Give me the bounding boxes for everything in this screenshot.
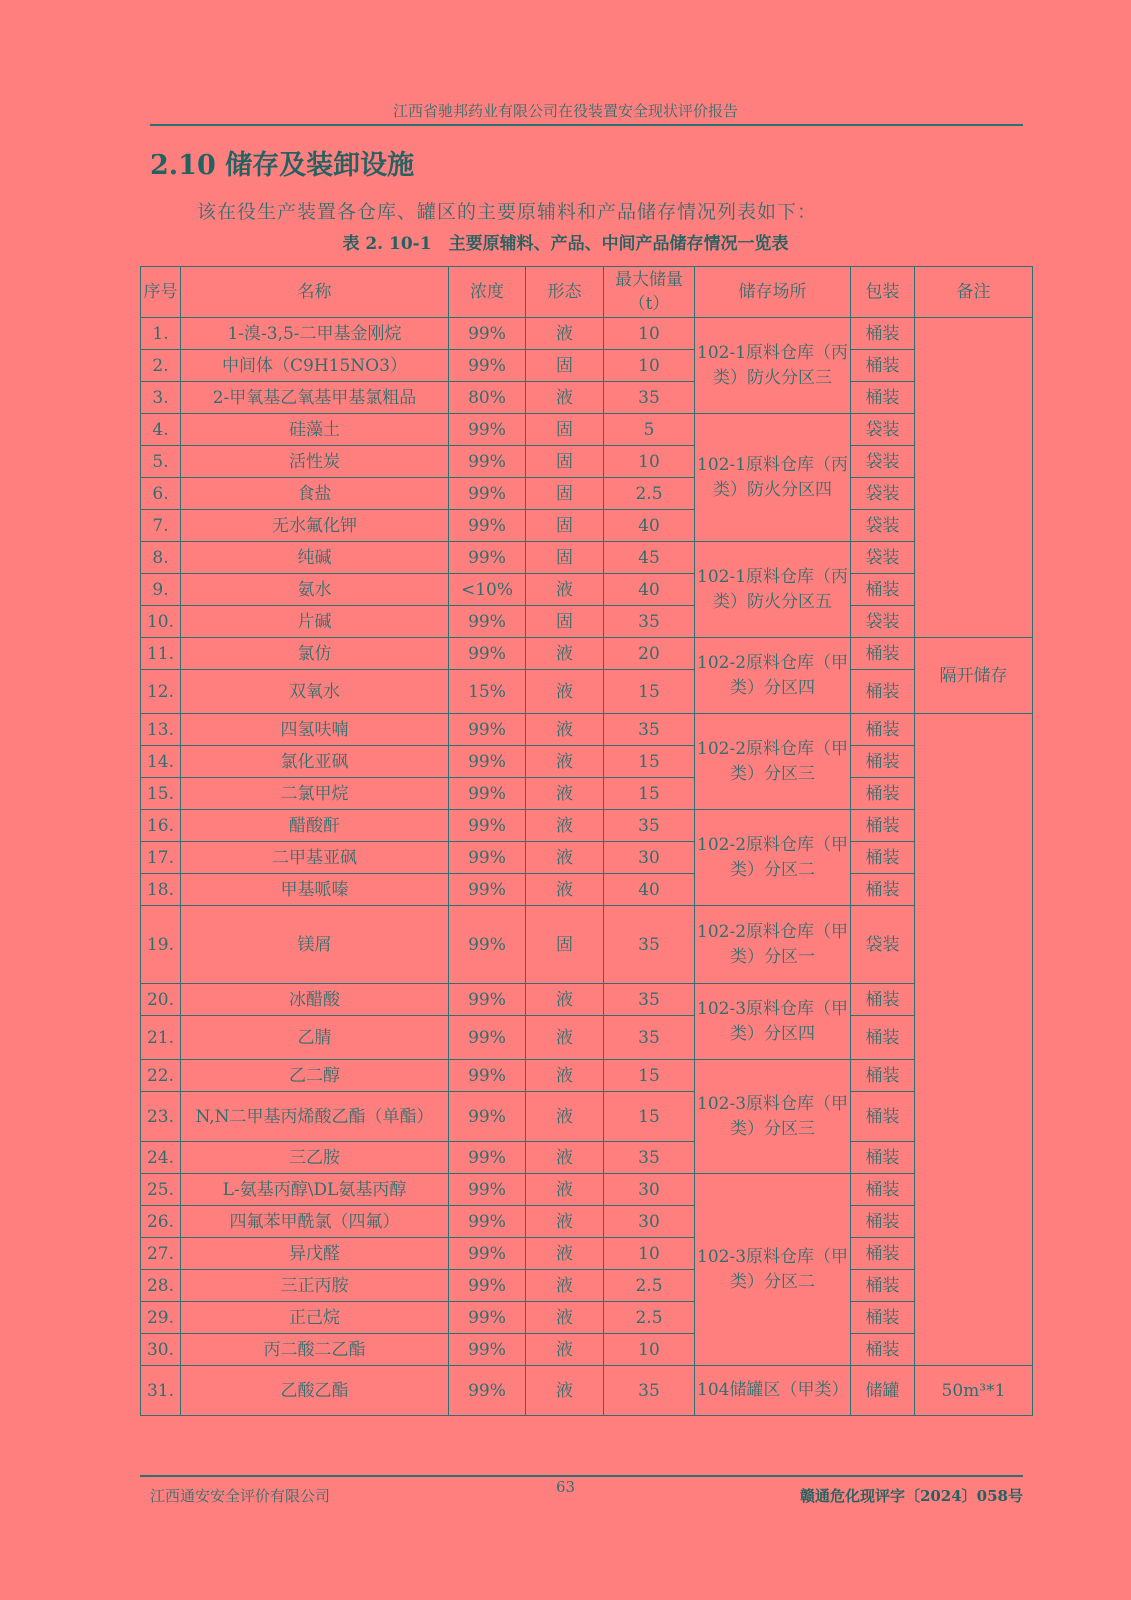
row-max-storage: 35 bbox=[604, 382, 695, 414]
row-max-storage: 35 bbox=[604, 810, 695, 842]
table-row bbox=[141, 906, 1033, 984]
row-form: 液 bbox=[526, 746, 604, 778]
row-form: 液 bbox=[526, 984, 604, 1016]
row-storage-place: 102-1原料仓库（丙类）防火分区四 bbox=[695, 414, 851, 542]
row-name: 片碱 bbox=[181, 606, 449, 638]
row-max-storage: 35 bbox=[604, 906, 695, 984]
row-name: 正己烷 bbox=[181, 1302, 449, 1334]
row-form: 液 bbox=[526, 1174, 604, 1206]
row-concentration: 80% bbox=[449, 382, 526, 414]
row-concentration: 99% bbox=[449, 906, 526, 984]
row-concentration: 99% bbox=[449, 542, 526, 574]
row-form: 液 bbox=[526, 1016, 604, 1060]
row-name: 1-溴-3,5-二甲基金刚烷 bbox=[181, 318, 449, 350]
row-seq: 1. bbox=[141, 318, 181, 350]
row-concentration: 99% bbox=[449, 446, 526, 478]
row-form: 液 bbox=[526, 1142, 604, 1174]
table-header-row bbox=[141, 267, 1033, 318]
row-name: 二氯甲烷 bbox=[181, 778, 449, 810]
row-form: 液 bbox=[526, 318, 604, 350]
row-form: 固 bbox=[526, 414, 604, 446]
row-packaging: 桶装 bbox=[851, 1206, 915, 1238]
row-max-storage: 35 bbox=[604, 1366, 695, 1416]
row-seq: 4. bbox=[141, 414, 181, 446]
row-note: 50m³*1 bbox=[915, 1366, 1033, 1416]
row-seq: 31. bbox=[141, 1366, 181, 1416]
table-row bbox=[141, 746, 1033, 778]
row-storage-place: 102-3原料仓库（甲类）分区四 bbox=[695, 984, 851, 1060]
row-form: 固 bbox=[526, 510, 604, 542]
row-concentration: 99% bbox=[449, 1334, 526, 1366]
row-concentration: 99% bbox=[449, 1270, 526, 1302]
row-storage-place: 102-1原料仓库（丙类）防火分区三 bbox=[695, 318, 851, 414]
row-form: 固 bbox=[526, 446, 604, 478]
row-form: 液 bbox=[526, 1206, 604, 1238]
table-row bbox=[141, 1142, 1033, 1174]
row-name: 三乙胺 bbox=[181, 1142, 449, 1174]
row-concentration: 99% bbox=[449, 1366, 526, 1416]
row-packaging: 桶装 bbox=[851, 874, 915, 906]
row-seq: 18. bbox=[141, 874, 181, 906]
row-seq: 24. bbox=[141, 1142, 181, 1174]
row-form: 固 bbox=[526, 350, 604, 382]
row-max-storage: 35 bbox=[604, 984, 695, 1016]
row-name: 活性炭 bbox=[181, 446, 449, 478]
row-packaging: 桶装 bbox=[851, 746, 915, 778]
row-name: 氨水 bbox=[181, 574, 449, 606]
row-storage-place: 102-2原料仓库（甲类）分区四 bbox=[695, 638, 851, 714]
row-max-storage: 10 bbox=[604, 1238, 695, 1270]
row-max-storage: 10 bbox=[604, 1334, 695, 1366]
row-form: 液 bbox=[526, 670, 604, 714]
row-max-storage: 15 bbox=[604, 1092, 695, 1142]
row-name: 丙二酸二乙酯 bbox=[181, 1334, 449, 1366]
table-row bbox=[141, 1270, 1033, 1302]
table-row bbox=[141, 1092, 1033, 1142]
storage-table bbox=[140, 266, 1033, 1416]
row-max-storage: 45 bbox=[604, 542, 695, 574]
row-max-storage: 10 bbox=[604, 446, 695, 478]
row-concentration: 99% bbox=[449, 510, 526, 542]
row-name: 2-甲氧基乙氧基甲基氯粗品 bbox=[181, 382, 449, 414]
table-row bbox=[141, 1302, 1033, 1334]
row-max-storage: 2.5 bbox=[604, 1270, 695, 1302]
row-form: 液 bbox=[526, 382, 604, 414]
table-row bbox=[141, 350, 1033, 382]
row-max-storage: 2.5 bbox=[604, 478, 695, 510]
row-form: 液 bbox=[526, 574, 604, 606]
row-storage-place: 102-2原料仓库（甲类）分区二 bbox=[695, 810, 851, 906]
intro-paragraph: 该在役生产装置各仓库、罐区的主要原辅料和产品储存情况列表如下： bbox=[197, 201, 818, 223]
row-concentration: 15% bbox=[449, 670, 526, 714]
row-name: L-氨基丙醇\DL氨基丙醇 bbox=[181, 1174, 449, 1206]
table-row bbox=[141, 842, 1033, 874]
row-name: 中间体（C9H15NO3） bbox=[181, 350, 449, 382]
table-row bbox=[141, 984, 1033, 1016]
row-max-storage: 35 bbox=[604, 606, 695, 638]
row-form: 液 bbox=[526, 1092, 604, 1142]
row-concentration: 99% bbox=[449, 1016, 526, 1060]
row-seq: 26. bbox=[141, 1206, 181, 1238]
row-form: 液 bbox=[526, 638, 604, 670]
table-row bbox=[141, 478, 1033, 510]
row-packaging: 桶装 bbox=[851, 1016, 915, 1060]
table-row bbox=[141, 414, 1033, 446]
row-packaging: 桶装 bbox=[851, 670, 915, 714]
row-name: 氯化亚砜 bbox=[181, 746, 449, 778]
row-name: 四氢呋喃 bbox=[181, 714, 449, 746]
row-name: 双氧水 bbox=[181, 670, 449, 714]
table-row bbox=[141, 542, 1033, 574]
row-name: 无水氟化钾 bbox=[181, 510, 449, 542]
row-form: 液 bbox=[526, 778, 604, 810]
row-packaging: 袋装 bbox=[851, 478, 915, 510]
row-concentration: 99% bbox=[449, 1060, 526, 1092]
row-packaging: 桶装 bbox=[851, 714, 915, 746]
row-name: 二甲基亚砜 bbox=[181, 842, 449, 874]
row-seq: 19. bbox=[141, 906, 181, 984]
row-packaging: 桶装 bbox=[851, 1270, 915, 1302]
row-seq: 8. bbox=[141, 542, 181, 574]
report-header-title: 江西省驰邦药业有限公司在役装置安全现状评价报告 bbox=[392, 102, 738, 120]
row-form: 固 bbox=[526, 542, 604, 574]
row-seq: 27. bbox=[141, 1238, 181, 1270]
table-row bbox=[141, 810, 1033, 842]
row-max-storage: 10 bbox=[604, 318, 695, 350]
row-packaging: 桶装 bbox=[851, 778, 915, 810]
row-packaging: 桶装 bbox=[851, 1092, 915, 1142]
row-max-storage: 15 bbox=[604, 670, 695, 714]
table-row bbox=[141, 874, 1033, 906]
row-seq: 28. bbox=[141, 1270, 181, 1302]
table-row bbox=[141, 1016, 1033, 1060]
row-max-storage: 15 bbox=[604, 778, 695, 810]
row-form: 液 bbox=[526, 874, 604, 906]
row-form: 液 bbox=[526, 842, 604, 874]
row-form: 固 bbox=[526, 906, 604, 984]
row-seq: 14. bbox=[141, 746, 181, 778]
row-form: 固 bbox=[526, 606, 604, 638]
header-name: 名称 bbox=[181, 267, 449, 318]
row-name: 食盐 bbox=[181, 478, 449, 510]
row-form: 液 bbox=[526, 714, 604, 746]
table-row bbox=[141, 1238, 1033, 1270]
row-packaging: 桶装 bbox=[851, 638, 915, 670]
row-packaging: 桶装 bbox=[851, 1060, 915, 1092]
row-storage-place: 102-1原料仓库（丙类）防火分区五 bbox=[695, 542, 851, 638]
table-row bbox=[141, 1366, 1033, 1416]
row-name: 氯仿 bbox=[181, 638, 449, 670]
row-packaging: 桶装 bbox=[851, 984, 915, 1016]
row-concentration: <10% bbox=[449, 574, 526, 606]
row-concentration: 99% bbox=[449, 414, 526, 446]
row-seq: 22. bbox=[141, 1060, 181, 1092]
table-row bbox=[141, 1060, 1033, 1092]
header-packaging: 包装 bbox=[851, 267, 915, 318]
row-packaging: 袋装 bbox=[851, 510, 915, 542]
row-packaging: 桶装 bbox=[851, 1174, 915, 1206]
row-concentration: 99% bbox=[449, 1206, 526, 1238]
row-max-storage: 40 bbox=[604, 574, 695, 606]
row-concentration: 99% bbox=[449, 810, 526, 842]
row-name: 纯碱 bbox=[181, 542, 449, 574]
row-max-storage: 10 bbox=[604, 350, 695, 382]
row-name: 乙二醇 bbox=[181, 1060, 449, 1092]
row-seq: 9. bbox=[141, 574, 181, 606]
header-storage-place: 储存场所 bbox=[695, 267, 851, 318]
row-name: 乙腈 bbox=[181, 1016, 449, 1060]
row-name: 三正丙胺 bbox=[181, 1270, 449, 1302]
row-concentration: 99% bbox=[449, 984, 526, 1016]
row-seq: 6. bbox=[141, 478, 181, 510]
row-packaging: 桶装 bbox=[851, 1334, 915, 1366]
row-concentration: 99% bbox=[449, 318, 526, 350]
row-packaging: 袋装 bbox=[851, 606, 915, 638]
row-concentration: 99% bbox=[449, 1302, 526, 1334]
row-concentration: 99% bbox=[449, 1174, 526, 1206]
row-note bbox=[915, 318, 1033, 638]
row-concentration: 99% bbox=[449, 350, 526, 382]
row-form: 液 bbox=[526, 1302, 604, 1334]
row-name: 乙酸乙酯 bbox=[181, 1366, 449, 1416]
row-packaging: 桶装 bbox=[851, 382, 915, 414]
row-concentration: 99% bbox=[449, 1238, 526, 1270]
row-form: 液 bbox=[526, 810, 604, 842]
row-seq: 20. bbox=[141, 984, 181, 1016]
row-note: 隔开储存 bbox=[915, 638, 1033, 714]
row-concentration: 99% bbox=[449, 746, 526, 778]
row-storage-place: 102-3原料仓库（甲类）分区三 bbox=[695, 1060, 851, 1174]
row-max-storage: 40 bbox=[604, 874, 695, 906]
table-row bbox=[141, 606, 1033, 638]
row-name: 冰醋酸 bbox=[181, 984, 449, 1016]
header-form: 形态 bbox=[526, 267, 604, 318]
table-row bbox=[141, 778, 1033, 810]
row-seq: 15. bbox=[141, 778, 181, 810]
row-name: 镁屑 bbox=[181, 906, 449, 984]
row-form: 液 bbox=[526, 1270, 604, 1302]
row-seq: 13. bbox=[141, 714, 181, 746]
section-title: 2.10 储存及装卸设施 bbox=[150, 150, 415, 181]
row-form: 液 bbox=[526, 1366, 604, 1416]
row-max-storage: 15 bbox=[604, 746, 695, 778]
row-max-storage: 35 bbox=[604, 1142, 695, 1174]
row-max-storage: 35 bbox=[604, 1016, 695, 1060]
row-seq: 21. bbox=[141, 1016, 181, 1060]
row-packaging: 桶装 bbox=[851, 1142, 915, 1174]
row-seq: 11. bbox=[141, 638, 181, 670]
footer-company: 江西通安安全评价有限公司 bbox=[150, 1487, 331, 1505]
row-concentration: 99% bbox=[449, 478, 526, 510]
table-row bbox=[141, 510, 1033, 542]
table-row bbox=[141, 382, 1033, 414]
row-concentration: 99% bbox=[449, 1092, 526, 1142]
row-concentration: 99% bbox=[449, 638, 526, 670]
header-seq: 序号 bbox=[141, 267, 181, 318]
footer-divider bbox=[140, 1475, 1023, 1477]
row-form: 液 bbox=[526, 1238, 604, 1270]
table-row bbox=[141, 446, 1033, 478]
header-max-storage: 最大储量（t） bbox=[604, 267, 695, 318]
row-max-storage: 40 bbox=[604, 510, 695, 542]
row-seq: 23. bbox=[141, 1092, 181, 1142]
row-storage-place: 102-3原料仓库（甲类）分区二 bbox=[695, 1174, 851, 1366]
row-concentration: 99% bbox=[449, 1142, 526, 1174]
row-max-storage: 35 bbox=[604, 714, 695, 746]
row-seq: 7. bbox=[141, 510, 181, 542]
row-seq: 30. bbox=[141, 1334, 181, 1366]
table-row bbox=[141, 714, 1033, 746]
row-name: 硅藻土 bbox=[181, 414, 449, 446]
row-seq: 25. bbox=[141, 1174, 181, 1206]
row-max-storage: 15 bbox=[604, 1060, 695, 1092]
row-form: 固 bbox=[526, 478, 604, 510]
row-seq: 5. bbox=[141, 446, 181, 478]
row-max-storage: 5 bbox=[604, 414, 695, 446]
row-seq: 16. bbox=[141, 810, 181, 842]
row-packaging: 桶装 bbox=[851, 318, 915, 350]
row-form: 液 bbox=[526, 1334, 604, 1366]
row-storage-place: 104储罐区（甲类） bbox=[695, 1366, 851, 1416]
row-name: 四氟苯甲酰氯（四氟） bbox=[181, 1206, 449, 1238]
table-row bbox=[141, 1174, 1033, 1206]
row-packaging: 储罐 bbox=[851, 1366, 915, 1416]
row-form: 液 bbox=[526, 1060, 604, 1092]
row-seq: 10. bbox=[141, 606, 181, 638]
row-storage-place: 102-2原料仓库（甲类）分区一 bbox=[695, 906, 851, 984]
row-max-storage: 2.5 bbox=[604, 1302, 695, 1334]
row-packaging: 袋装 bbox=[851, 414, 915, 446]
table-row bbox=[141, 1334, 1033, 1366]
row-storage-place: 102-2原料仓库（甲类）分区三 bbox=[695, 714, 851, 810]
header-divider bbox=[150, 124, 1023, 126]
page-number: 63 bbox=[555, 1478, 576, 1496]
row-packaging: 袋装 bbox=[851, 542, 915, 574]
row-max-storage: 30 bbox=[604, 1174, 695, 1206]
row-name: 甲基哌嗪 bbox=[181, 874, 449, 906]
table-row bbox=[141, 574, 1033, 606]
table-row bbox=[141, 670, 1033, 714]
row-max-storage: 30 bbox=[604, 1206, 695, 1238]
row-max-storage: 30 bbox=[604, 842, 695, 874]
row-packaging: 袋装 bbox=[851, 446, 915, 478]
row-name: 醋酸酐 bbox=[181, 810, 449, 842]
header-note: 备注 bbox=[915, 267, 1033, 318]
row-packaging: 桶装 bbox=[851, 1302, 915, 1334]
table-row bbox=[141, 638, 1033, 670]
row-name: N,N二甲基丙烯酸乙酯（单酯） bbox=[181, 1092, 449, 1142]
row-concentration: 99% bbox=[449, 778, 526, 810]
table-row bbox=[141, 318, 1033, 350]
row-seq: 3. bbox=[141, 382, 181, 414]
row-packaging: 桶装 bbox=[851, 1238, 915, 1270]
row-seq: 2. bbox=[141, 350, 181, 382]
row-max-storage: 20 bbox=[604, 638, 695, 670]
row-note bbox=[915, 714, 1033, 1366]
row-seq: 29. bbox=[141, 1302, 181, 1334]
table-caption: 表 2. 10-1 主要原辅料、产品、中间产品储存情况一览表 bbox=[342, 234, 789, 254]
row-name: 异戊醛 bbox=[181, 1238, 449, 1270]
row-packaging: 桶装 bbox=[851, 842, 915, 874]
row-concentration: 99% bbox=[449, 714, 526, 746]
row-seq: 12. bbox=[141, 670, 181, 714]
row-packaging: 袋装 bbox=[851, 906, 915, 984]
row-packaging: 桶装 bbox=[851, 574, 915, 606]
row-concentration: 99% bbox=[449, 842, 526, 874]
header-concentration: 浓度 bbox=[449, 267, 526, 318]
table-row bbox=[141, 1206, 1033, 1238]
row-packaging: 桶装 bbox=[851, 810, 915, 842]
row-seq: 17. bbox=[141, 842, 181, 874]
footer-document-number: 赣通危化现评字〔2024〕058号 bbox=[799, 1487, 1023, 1505]
row-packaging: 桶装 bbox=[851, 350, 915, 382]
row-concentration: 99% bbox=[449, 874, 526, 906]
row-concentration: 99% bbox=[449, 606, 526, 638]
